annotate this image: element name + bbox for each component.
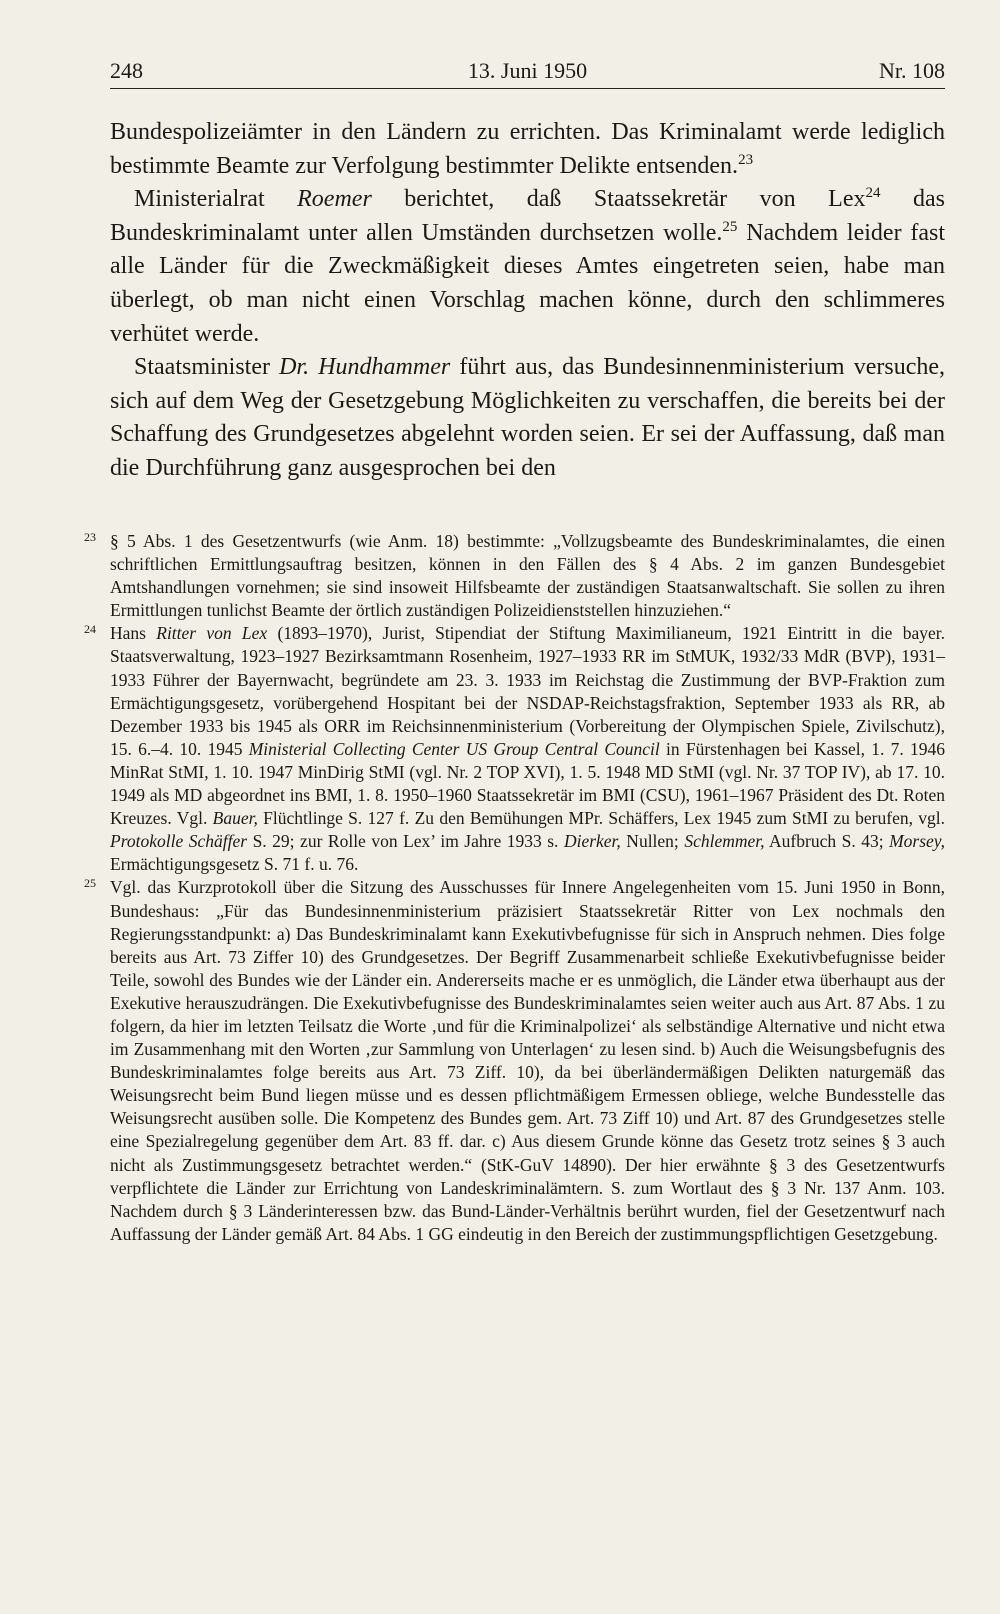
footnote-ref-25: 25 xyxy=(722,218,738,235)
person-name-hundhammer: Hundhammer xyxy=(318,354,451,381)
footnotes xyxy=(84,530,946,1246)
footnote-text: Vgl. das Kurzprotokoll über die Sitzung des Ausschusses für Innere Angelegenheiten vom 15. Juni 1950 in Bonn, Bundeshaus: „Für das Bundesinnenministerium präzisiert Staatssekretär Ritter von Lex nochmals den Regierungsstandpunkt: a) Das Bundeskriminalamt kann Exekutivbefugnisse für sich in Anspruch nehmen. Dies folge bereits aus Art. 73 Ziffer 10) des Grundgesetzes. Der Begriff Zusammenarbeit schließe Exekutivbefugnisse beider Teile, sowohl des Bundes wie der Länder ein. Andererseits mache er es unmöglich, die Länder etwa überhaupt aus der Exekutive herauszudrängen. Die Exekutivbefugnisse des Bundeskriminalamtes seien weiter auch aus Art. 87 Abs. 1 zu folgern, da hier im letzten Teilsatz die Worte ‚und für die Kriminalpolizei‘ als selbständige Alternative und nicht etwa im Zusammenhang mit den Worten ‚zur Sammlung von Unterlagen‘ zu lesen sind. b) Auch die Weisungsbefugnis des Bundeskriminalamtes folge bereits aus Art. 73 Ziff. 10), da bei überländermäßigen Delikten naturgemäß das Weisungsrecht beim Bund liegen müsse und es dessen pflichtmäßigem Ermessen obliege, welche Bundesstelle das Weisungsrecht ausüben solle. Die Kompetenz des Bundes gem. Art. 73 Ziff 10) und Art. 87 des Grundgesetzes stelle eine Spezialregelung gegenüber dem Art. 83 ff. dar. c) Aus diesem Grunde könne das Gesetz trotz seines § 3 auch nicht als Zustimmungsgesetz betrachtet werden.“ (StK-GuV 14890). Der hier erwähnte § 3 des Gesetzentwurfs verpflichtete die Länder zur Errichtung von Landeskriminalämtern. S. zum Wortlaut des § 3 Nr. 137 Anm. 103. Nachdem durch § 3 Länderinteressen bzw. das Bund-Länder-Verhältnis berührt wurden, fiel der Gesetzentwurf nach Auffassung der Länder gemäß Art. 84 Abs. 1 GG eindeutig in den Bereich der zustimmungspflichtigen Gesetzgebung. xyxy=(110,877,945,1244)
footnote-text: Nullen; xyxy=(620,831,685,852)
footnote-text: Ermächtigungsgesetz S. 71 f. u. 76. xyxy=(110,854,359,875)
paragraph-text: führt aus, das Bundesinnenministerium versuche, sich auf dem Weg der Gesetzgebung Möglichkeiten zu verschaffen, die bereits bei der Schaffung des Grundgesetzes abgelehnt worden seien. Er sei der Auffassung, daß man die Durchführung ganz ausgesprochen bei den xyxy=(110,354,945,481)
footnote-italic: Dierker, xyxy=(563,831,621,852)
footnote-25 xyxy=(84,876,945,1246)
person-title: Dr. xyxy=(279,354,310,381)
main-text xyxy=(110,116,945,486)
footnote-italic: Schlemmer, xyxy=(684,831,765,852)
footnote-text: Hans xyxy=(110,623,157,644)
footnote-italic: Bauer, xyxy=(212,808,258,829)
footnote-number: 23 xyxy=(84,530,96,544)
footnote-italic: Ritter von Lex xyxy=(156,623,268,644)
footnote-italic: Protokolle Schäffer xyxy=(110,831,248,852)
footnote-ref-24: 24 xyxy=(865,185,881,202)
paragraph-2 xyxy=(110,183,945,351)
footnote-text: Aufbruch S. 43; xyxy=(764,831,890,852)
paragraph-text: Staatsminister xyxy=(134,354,280,381)
footnote-text: in Fürstenhagen bei Kassel, 1. 7. 1946 MinRat StMI, 1. 10. 1947 MinDirig StMI (vgl. Nr. 2 TOP XVI), 1. 5. 1948 MD StMI (vgl. Nr. 37 TOP IV), ab 17. 10. 1949 als MD abgeordnet ins BMI, 1. 8. 1950–1960 Staatssekretär im BMI (CSU), 1961–1967 Präsident des Dt. Roten Kreuzes. Vgl. xyxy=(110,738,946,829)
footnote-text: S. 29; zur Rolle von Lex’ im Jahre 1933 s. xyxy=(247,831,564,852)
paragraph-text: Ministerialrat xyxy=(134,186,298,213)
paragraph-3 xyxy=(110,351,945,485)
header-date: 13. Juni 1950 xyxy=(467,58,588,83)
footnote-text: § 5 Abs. 1 des Gesetzentwurfs (wie Anm. 18) bestimmte: „Vollzugsbeamte des Bundeskriminalamtes, die einen schriftlichen Ermittlungsauftrag besitzen, können in den Fällen des § 4 Abs. 2 im ganzen Bundesgebiet Amtshandlungen vornehmen; sie sind insoweit Hilfsbeamte der zuständigen Staatsanwaltschaft. Sie sollen zu ihren Ermittlungen tunlichst Beamte der örtlich zuständigen Polizeidienststellen hinzuziehen.“ xyxy=(110,531,945,621)
footnote-number: 25 xyxy=(84,876,96,891)
footnote-23 xyxy=(84,530,945,622)
footnote-italic: Morsey, xyxy=(889,831,945,852)
footnote-24 xyxy=(84,622,946,876)
paragraph-text: Nachdem leider fast alle Länder für die Zweckmäßigkeit dieses Amtes eingetreten seien, habe man überlegt, ob man nicht einen Vorschlag machen könne, durch den schlimmeres verhütet werde. xyxy=(110,219,945,347)
protocol-number: Nr. 108 xyxy=(879,58,945,83)
footnote-text: Flüchtlinge S. 127 f. Zu den Bemühungen MPr. Schäffers, Lex 1945 zum StMI zu berufen, vgl. xyxy=(257,808,946,829)
page-number: 248 xyxy=(110,58,143,83)
person-name-roemer: Roemer xyxy=(297,186,372,213)
paragraph-text: berichtet, daß Staatssekretär von Lex xyxy=(371,186,866,213)
footnote-text: (1893–1970), Jurist, Stipendiat der Stiftung Maximilianeum, 1921 Eintritt in die bayer. Staatsverwaltung, 1923–1927 Bezirksamtmann Rosenheim, 1927–1933 RR im StMUK, 1932/33 MdR (BVP), 1931–1933 Führer der Bayernwacht, begründete am 23. 3. 1933 im Reichstag die Zustimmung der BVP-Fraktion zum Ermächtigungsgesetz, vorübergehend Hospitant bei der NSDAP-Reichstagsfraktion, September 1933 als RR, ab Dezember 1933 bis 1945 als ORR im Reichsinnenministerium (Vorbereitung der Olympischen Spiele, Zivilschutz), 15. 6.–4. 10. 1945 xyxy=(110,623,945,759)
footnote-number: 24 xyxy=(84,622,96,637)
footnote-italic: Ministerial Collecting Center US Group Central Council xyxy=(248,738,660,759)
page-header xyxy=(110,58,945,89)
paragraph-text: das Bundeskriminalamt unter allen Umständen durchsetzen wolle. xyxy=(110,186,945,246)
paragraph-1 xyxy=(110,116,945,183)
footnote-ref-23: 23 xyxy=(738,151,754,168)
paragraph-text: Bundespolizeiämter in den Ländern zu errichten. Das Kriminalamt werde lediglich bestimmte Beamte zur Verfolgung bestimmter Delikte entsenden. xyxy=(110,119,945,179)
